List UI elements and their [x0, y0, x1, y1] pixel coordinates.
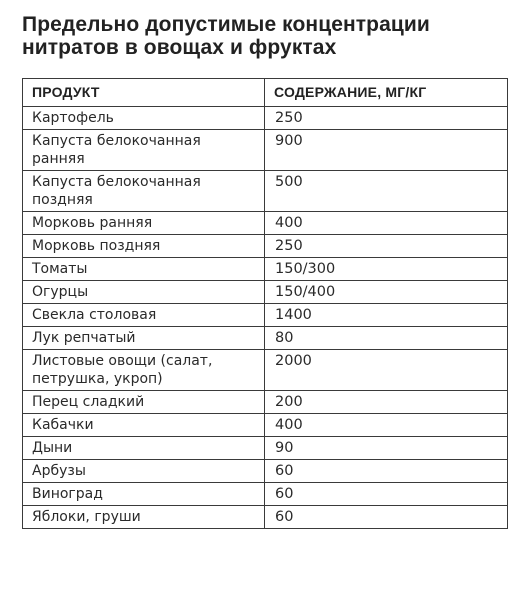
value-cell: 400	[265, 212, 508, 235]
table-row	[23, 391, 508, 414]
table-row	[23, 350, 508, 391]
product-cell: Дыни	[23, 437, 265, 460]
value-cell: 1400	[265, 304, 508, 327]
product-cell: Морковь поздняя	[23, 235, 265, 258]
table-row	[23, 281, 508, 304]
product-cell: Лук репчатый	[23, 327, 265, 350]
table-row	[23, 235, 508, 258]
product-cell: Перец сладкий	[23, 391, 265, 414]
table-row	[23, 212, 508, 235]
value-cell: 150/300	[265, 258, 508, 281]
value-cell: 400	[265, 414, 508, 437]
product-cell: Картофель	[23, 107, 265, 130]
product-cell: Капуста белокочанная поздняя	[23, 171, 265, 212]
product-cell: Виноград	[23, 483, 265, 506]
product-cell: Капуста белокочанная ранняя	[23, 130, 265, 171]
product-cell: Свекла столовая	[23, 304, 265, 327]
value-cell: 250	[265, 107, 508, 130]
document-title	[22, 13, 512, 59]
table-row	[23, 506, 508, 529]
product-cell: Яблоки, груши	[23, 506, 265, 529]
table-row	[23, 258, 508, 281]
value-cell: 200	[265, 391, 508, 414]
product-cell: Арбузы	[23, 460, 265, 483]
table-row	[23, 304, 508, 327]
value-cell: 900	[265, 130, 508, 171]
header-content: СОДЕРЖАНИЕ, МГ/КГ	[265, 79, 508, 107]
value-cell: 60	[265, 460, 508, 483]
value-cell: 60	[265, 506, 508, 529]
table-row	[23, 483, 508, 506]
title-line-1: Предельно допустимые концентрации	[22, 13, 430, 36]
product-cell: Томаты	[23, 258, 265, 281]
table-row	[23, 460, 508, 483]
value-cell: 150/400	[265, 281, 508, 304]
value-cell: 90	[265, 437, 508, 460]
table-header-row	[23, 79, 508, 107]
value-cell: 80	[265, 327, 508, 350]
value-cell: 60	[265, 483, 508, 506]
nitrate-limits-table	[22, 78, 508, 529]
title-line-2: нитратов в овощах и фруктах	[22, 36, 337, 59]
product-cell: Листовые овощи (салат, петрушка, укроп)	[23, 350, 265, 391]
table-row	[23, 414, 508, 437]
header-product: ПРОДУКТ	[23, 79, 265, 107]
value-cell: 500	[265, 171, 508, 212]
product-cell: Морковь ранняя	[23, 212, 265, 235]
table-row	[23, 171, 508, 212]
table-row	[23, 130, 508, 171]
value-cell: 250	[265, 235, 508, 258]
table-row	[23, 437, 508, 460]
table-row	[23, 107, 508, 130]
product-cell: Кабачки	[23, 414, 265, 437]
table-row	[23, 327, 508, 350]
product-cell: Огурцы	[23, 281, 265, 304]
value-cell: 2000	[265, 350, 508, 391]
